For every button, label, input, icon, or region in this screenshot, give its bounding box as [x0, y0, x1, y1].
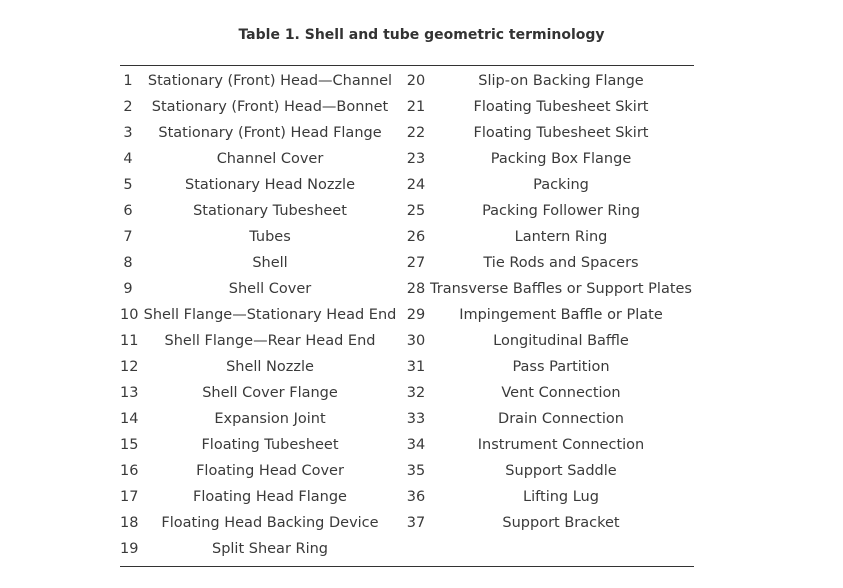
right-term-cell: Vent Connection: [501, 385, 621, 401]
left-number-cell: 18: [120, 515, 139, 531]
right-term-cell: Longitudinal Baffle: [493, 333, 629, 349]
left-term-cell: Shell Cover Flange: [202, 385, 338, 401]
left-term-cell: Shell Flange—Stationary Head End: [143, 307, 397, 323]
left-number-cell: 12: [120, 359, 139, 375]
right-number-cell: 28: [406, 281, 426, 297]
left-term-cell: Expansion Joint: [214, 411, 326, 427]
right-number-cell: 23: [406, 151, 426, 167]
right-number-cell: 34: [406, 437, 426, 453]
left-term-cell: Stationary Tubesheet: [193, 203, 347, 219]
right-number-cell: 24: [406, 177, 426, 193]
left-term-cell: Stationary (Front) Head Flange: [158, 125, 382, 141]
right-term-cell: Packing: [533, 177, 589, 193]
right-term-cell: Impingement Baffle or Plate: [459, 307, 663, 323]
left-number-cell: 8: [123, 255, 133, 271]
left-term-cell: Shell: [252, 255, 288, 271]
table-row: [120, 276, 694, 302]
left-number-cell: 3: [123, 125, 133, 141]
right-term-cell: Instrument Connection: [477, 437, 645, 453]
left-number-cell: 19: [120, 541, 139, 557]
right-number-cell: 27: [406, 255, 426, 271]
left-term-cell: Floating Tubesheet: [201, 437, 339, 453]
table-row: [120, 510, 694, 536]
table-row: [120, 68, 694, 94]
right-number-cell: 36: [406, 489, 426, 505]
table-row: [120, 198, 694, 224]
table-caption: Table 1. Shell and tube geometric terminology: [238, 27, 605, 43]
left-term-cell: Stationary Head Nozzle: [185, 177, 355, 193]
right-term-cell: Packing Follower Ring: [482, 203, 640, 219]
right-number-cell: 35: [406, 463, 426, 479]
right-term-cell: Packing Box Flange: [490, 151, 632, 167]
left-number-cell: 6: [123, 203, 133, 219]
left-term-cell: Stationary (Front) Head—Channel: [147, 73, 393, 89]
table-row: [120, 380, 694, 406]
right-term-cell: Tie Rods and Spacers: [483, 255, 639, 271]
right-term-cell: [428, 536, 694, 562]
right-term-cell: Floating Tubesheet Skirt: [473, 125, 649, 141]
left-term-cell: Channel Cover: [216, 151, 324, 167]
table-row: [120, 536, 694, 562]
right-number-cell: 32: [406, 385, 426, 401]
table-row: [120, 172, 694, 198]
right-number-cell: 21: [406, 99, 426, 115]
right-term-cell: Support Saddle: [505, 463, 617, 479]
left-number-cell: 5: [123, 177, 133, 193]
right-number-cell: 37: [406, 515, 426, 531]
right-term-cell: Drain Connection: [498, 411, 624, 427]
left-number-cell: 2: [123, 99, 133, 115]
right-number-cell: 31: [406, 359, 426, 375]
right-term-cell: Lantern Ring: [514, 229, 608, 245]
left-number-cell: 11: [120, 333, 139, 349]
table-row: [120, 354, 694, 380]
left-number-cell: 13: [120, 385, 139, 401]
table-row: [120, 94, 694, 120]
right-number-cell: 25: [406, 203, 426, 219]
left-term-cell: Floating Head Cover: [196, 463, 344, 479]
table-row: [120, 484, 694, 510]
left-number-cell: 16: [120, 463, 139, 479]
table-row: [120, 146, 694, 172]
right-number-cell: 26: [406, 229, 426, 245]
left-term-cell: Shell Cover: [228, 281, 312, 297]
table-row: [120, 302, 694, 328]
table-row: [120, 224, 694, 250]
left-term-cell: Shell Nozzle: [226, 359, 314, 375]
left-number-cell: 14: [120, 411, 139, 427]
right-term-cell: Lifting Lug: [523, 489, 599, 505]
left-number-cell: 7: [123, 229, 133, 245]
left-number-cell: 15: [120, 437, 139, 453]
right-number-cell: 30: [406, 333, 426, 349]
table-row: [120, 120, 694, 146]
right-term-cell: Transverse Baffles or Support Plates: [430, 281, 692, 297]
table-row: [120, 432, 694, 458]
right-number-cell: 22: [406, 125, 426, 141]
left-term-cell: Tubes: [249, 229, 291, 245]
table-row: [120, 406, 694, 432]
table-row: [120, 250, 694, 276]
right-number-cell: 33: [406, 411, 426, 427]
terminology-table: [120, 65, 694, 567]
left-number-cell: 10: [120, 307, 139, 323]
right-term-cell: Slip-on Backing Flange: [478, 73, 644, 89]
table-row: [120, 328, 694, 354]
left-term-cell: Split Shear Ring: [211, 541, 329, 557]
left-number-cell: 9: [123, 281, 133, 297]
left-number-cell: 17: [120, 489, 139, 505]
left-term-cell: Shell Flange—Rear Head End: [164, 333, 376, 349]
right-term-cell: Floating Tubesheet Skirt: [473, 99, 649, 115]
left-term-cell: Floating Head Flange: [193, 489, 347, 505]
left-number-cell: 4: [123, 151, 133, 167]
left-term-cell: Floating Head Backing Device: [161, 515, 379, 531]
right-term-cell: Pass Partition: [512, 359, 610, 375]
table-row: [120, 458, 694, 484]
left-number-cell: 1: [123, 73, 133, 89]
right-number-cell: 29: [406, 307, 426, 323]
right-term-cell: Support Bracket: [502, 515, 620, 531]
left-term-cell: Stationary (Front) Head—Bonnet: [151, 99, 389, 115]
right-number-cell: [404, 536, 428, 562]
right-number-cell: 20: [406, 73, 426, 89]
